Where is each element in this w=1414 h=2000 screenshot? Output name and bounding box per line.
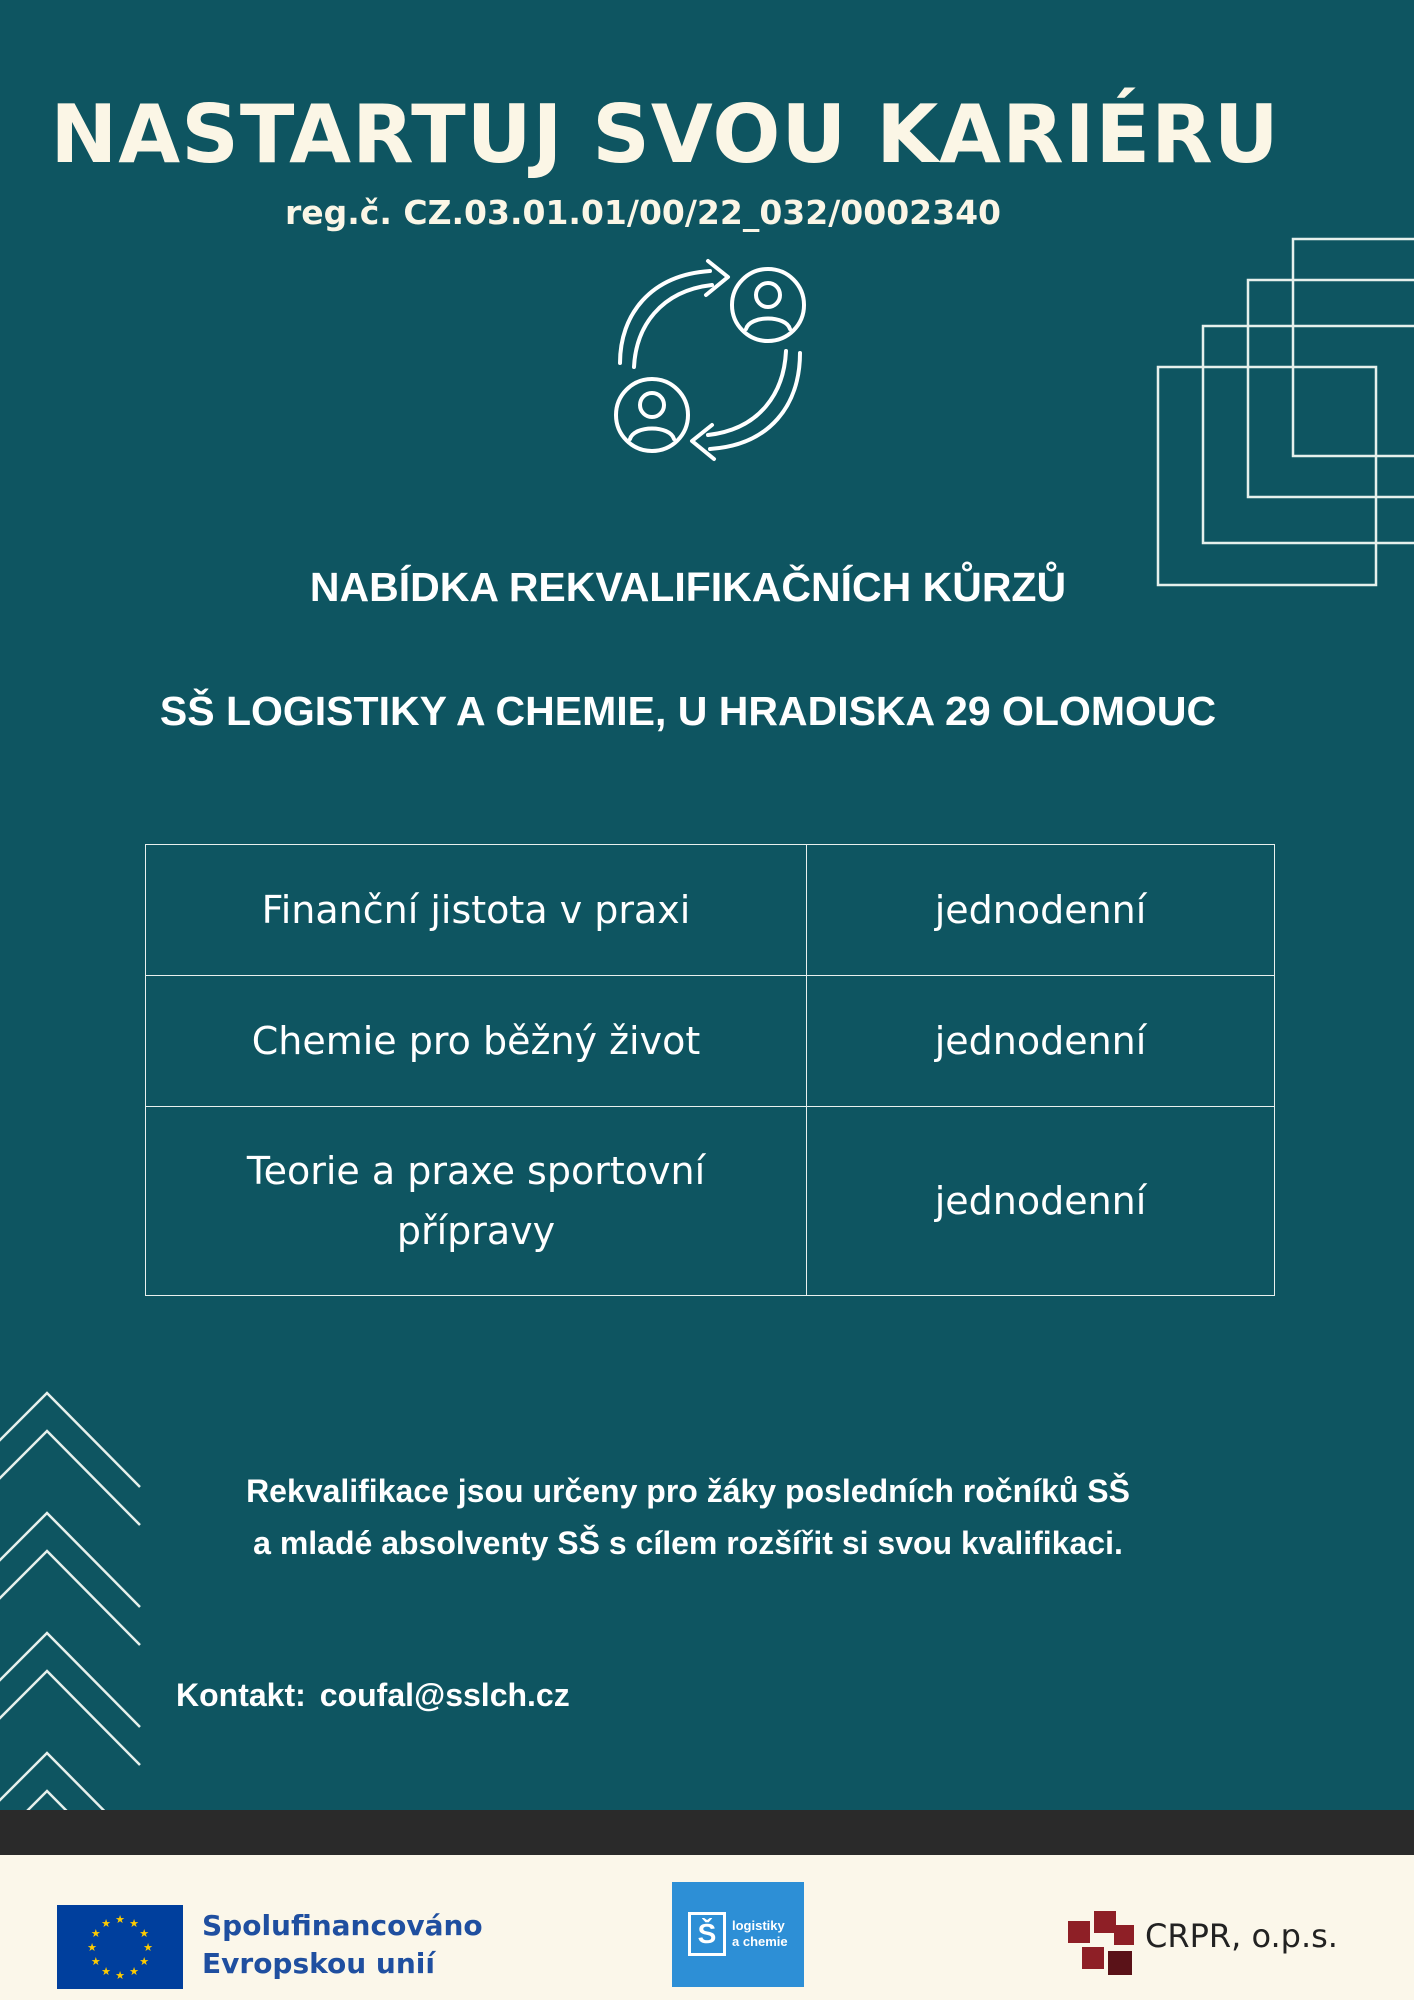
table-row xyxy=(146,845,1275,976)
course-name: Chemie pro běžný život xyxy=(146,976,807,1107)
divider-bar xyxy=(0,1810,1414,1855)
eu-star-icon: ★ xyxy=(143,1942,153,1954)
course-duration: jednodenní xyxy=(807,845,1275,976)
eu-line: Evropskou unií xyxy=(202,1947,435,1980)
eu-flag-icon xyxy=(57,1905,183,1989)
table-row xyxy=(146,1107,1275,1296)
partner-name: CRPR, o.p.s. xyxy=(1145,1917,1338,1955)
course-name: Teorie a praxe sportovní přípravy xyxy=(146,1107,807,1296)
eu-star-icon: ★ xyxy=(90,1956,101,1968)
course-duration: jednodenní xyxy=(807,976,1275,1107)
eu-funding-text xyxy=(202,1907,483,1983)
school-logo-line: a chemie xyxy=(732,1934,788,1949)
eu-star-icon: ★ xyxy=(129,1966,139,1979)
table-row xyxy=(146,976,1275,1107)
registration-number: reg.č. CZ.03.01.01/00/22_032/0002340 xyxy=(284,193,1002,232)
eu-star-icon: ★ xyxy=(87,1942,97,1954)
school-logo-line: logistiky xyxy=(732,1918,785,1933)
school-heading: SŠ LOGISTIKY A CHEMIE, U HRADISKA 29 OLOMOUC xyxy=(159,688,1217,734)
courses-table xyxy=(145,844,1275,1296)
eu-star-icon: ★ xyxy=(129,1917,139,1930)
school-logo-letter: Š xyxy=(688,1912,726,1956)
eu-star-icon: ★ xyxy=(90,1928,101,1940)
school-logo xyxy=(672,1882,804,1987)
info-line: Rekvalifikace jsou určeny pro žáky posledních ročníků SŠ xyxy=(246,1473,1130,1509)
contact-label: Kontakt: xyxy=(176,1677,306,1713)
offer-heading: NABÍDKA REKVALIFIKAČNÍCH KŮRZŮ xyxy=(309,564,1067,610)
decorative-chevrons xyxy=(0,1345,150,1815)
eu-star-icon: ★ xyxy=(115,1914,125,1926)
course-name: Finanční jistota v praxi xyxy=(146,845,807,976)
school-logo-text xyxy=(732,1918,788,1950)
decorative-squares xyxy=(1150,230,1414,590)
contact xyxy=(176,1677,584,1714)
eu-star-icon: ★ xyxy=(115,1970,125,1982)
footer xyxy=(0,1855,1414,2000)
eu-line: Spolufinancováno xyxy=(202,1909,483,1942)
info-line: a mladé absolventy SŠ s cílem rozšířit si svou kvalifikaci. xyxy=(253,1525,1123,1561)
contact-email[interactable]: coufal@sslch.cz xyxy=(319,1677,570,1713)
eu-star-icon: ★ xyxy=(139,1956,150,1968)
info-text xyxy=(0,1465,1376,1569)
eu-star-icon: ★ xyxy=(101,1966,111,1979)
people-exchange-icon xyxy=(600,255,820,465)
crpr-logo-icon xyxy=(1068,1911,1138,1981)
course-duration: jednodenní xyxy=(807,1107,1275,1296)
eu-star-icon: ★ xyxy=(139,1928,150,1940)
page-title: NASTARTUJ SVOU KARIÉRU xyxy=(50,88,1280,181)
eu-star-icon: ★ xyxy=(101,1917,111,1930)
